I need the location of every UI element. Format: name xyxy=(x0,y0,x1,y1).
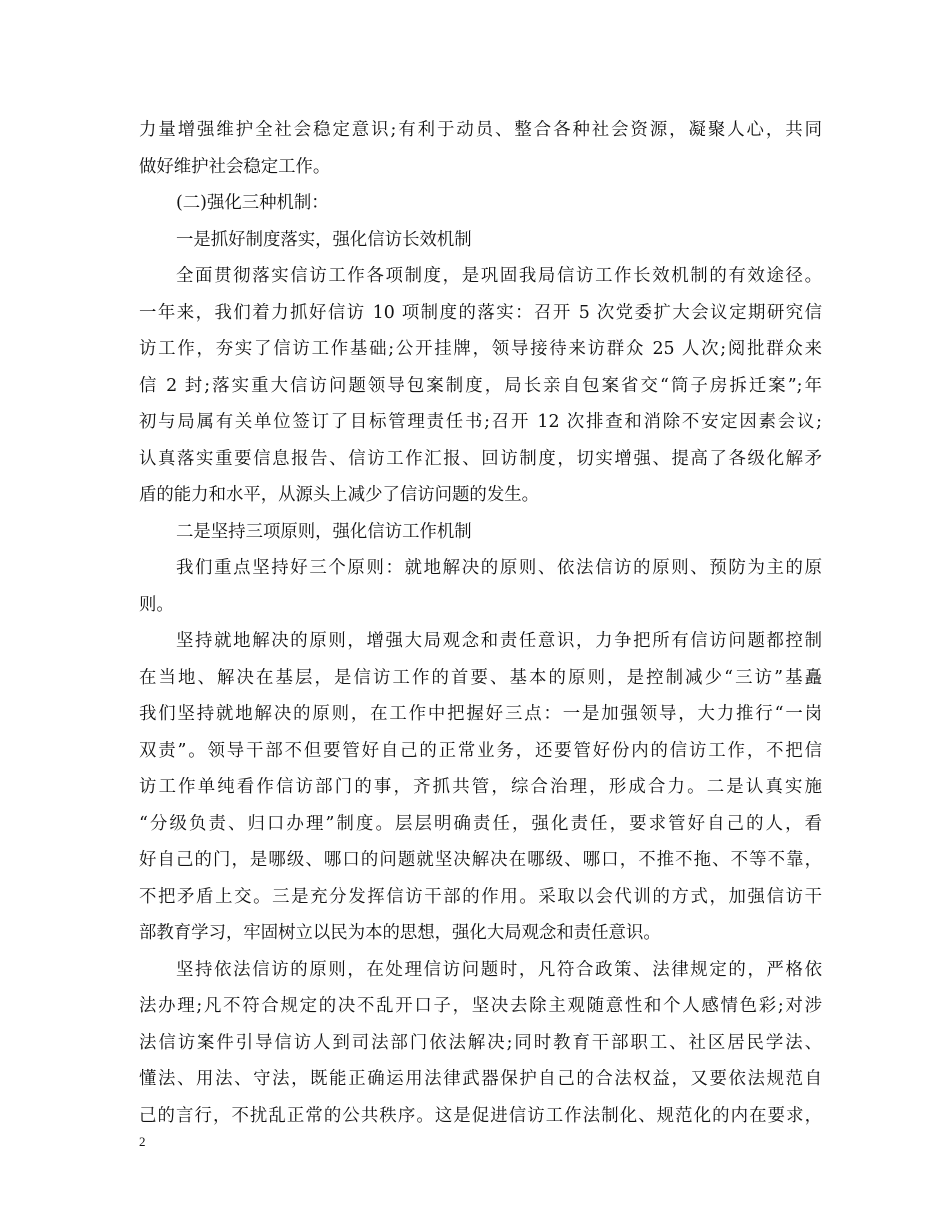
text-line: (二)强化三种机制： xyxy=(176,193,329,213)
text-line: 初与局属有关单位签订了目标管理责任书;召开 12 次排查和消除不安定因素会议; xyxy=(139,412,822,432)
text-line: 不把矛盾上交。三是充分发挥信访干部的作用。采取以会代训的方式，加强信访干 xyxy=(139,886,822,907)
text-line: 我们坚持就地解决的原则，在工作中把握好三点：一是加强领导，大力推行“一岗 xyxy=(139,704,822,724)
text-line: 双责”。领导干部不但要管好自己的正常业务，还要管好份内的信访工作，不把信 xyxy=(139,740,822,761)
text-line: 一年来，我们着力抓好信访 10 项制度的落实：召开 5 次党委扩大会议定期研究信 xyxy=(139,302,822,323)
text-line: 懂法、用法、守法，既能正确运用法律武器保护自己的合法权益，又要依法规范自 xyxy=(139,1069,822,1089)
text-line: 信 2 封;落实重大信访问题领导包案制度，局长亲自包案省交“筒子房拆迁案”;年 xyxy=(139,375,822,396)
text-line: 访工作单纯看作信访部门的事，齐抓共管，综合治理，形成合力。二是认真实施 xyxy=(139,777,822,797)
text-line: 访工作，夯实了信访工作基础;公开挂牌，领导接待来访群众 25 人次;阅批群众来 xyxy=(139,339,822,359)
text-line: 盾的能力和水平，从源头上减少了信访问题的发生。 xyxy=(139,485,539,505)
text-line: 我们重点坚持好三个原则：就地解决的原则、依法信访的原则、预防为主的原 xyxy=(176,558,822,578)
text-line: 一是抓好制度落实，强化信访长效机制 xyxy=(176,229,472,250)
text-line: 坚持依法信访的原则，在处理信访问题时，凡符合政策、法律规定的，严格依 xyxy=(176,959,822,980)
text-line: 在当地、解决在基层，是信访工作的首要、基本的原则，是控制减少“三访”基矗 xyxy=(139,667,822,688)
text-line: 法办理;凡不符合规定的决不乱开口子，坚决去除主观随意性和个人感情色彩;对涉 xyxy=(139,996,822,1016)
page-number: 2 xyxy=(139,1134,146,1149)
text-line: 好自己的门，是哪级、哪口的问题就坚决解决在哪级、哪口，不推不拖、不等不靠， xyxy=(139,850,822,870)
text-line: “分级负责、归口办理”制度。层层明确责任，强化责任，要求管好自己的人，看 xyxy=(139,813,822,834)
text-line: 做好维护社会稳定工作。 xyxy=(139,156,331,177)
text-line: 法信访案件引导信访人到司法部门依法解决;同时教育干部职工、社区居民学法、 xyxy=(139,1032,822,1053)
text-line: 力量增强维护全社会稳定意识;有利于动员、整合各种社会资源，凝聚人心，共同 xyxy=(139,120,822,140)
text-line: 坚持就地解决的原则，增强大局观念和责任意识，力争把所有信访问题都控制 xyxy=(176,631,822,651)
text-line: 二是坚持三项原则，强化信访工作机制 xyxy=(176,521,472,542)
text-line: 则。 xyxy=(139,594,174,615)
text-line: 认真落实重要信息报告、信访工作汇报、回访制度，切实增强、提高了各级化解矛 xyxy=(139,448,822,469)
body-text xyxy=(139,112,822,1134)
text-line: 部教育学习，牢固树立以民为本的思想，强化大局观念和责任意识。 xyxy=(139,923,661,943)
text-line: 己的言行，不扰乱正常的公共秩序。这是促进信访工作法制化、规范化的内在要求， xyxy=(139,1105,822,1126)
text-line: 全面贯彻落实信访工作各项制度，是巩固我局信访工作长效机制的有效途径。 xyxy=(176,266,822,286)
